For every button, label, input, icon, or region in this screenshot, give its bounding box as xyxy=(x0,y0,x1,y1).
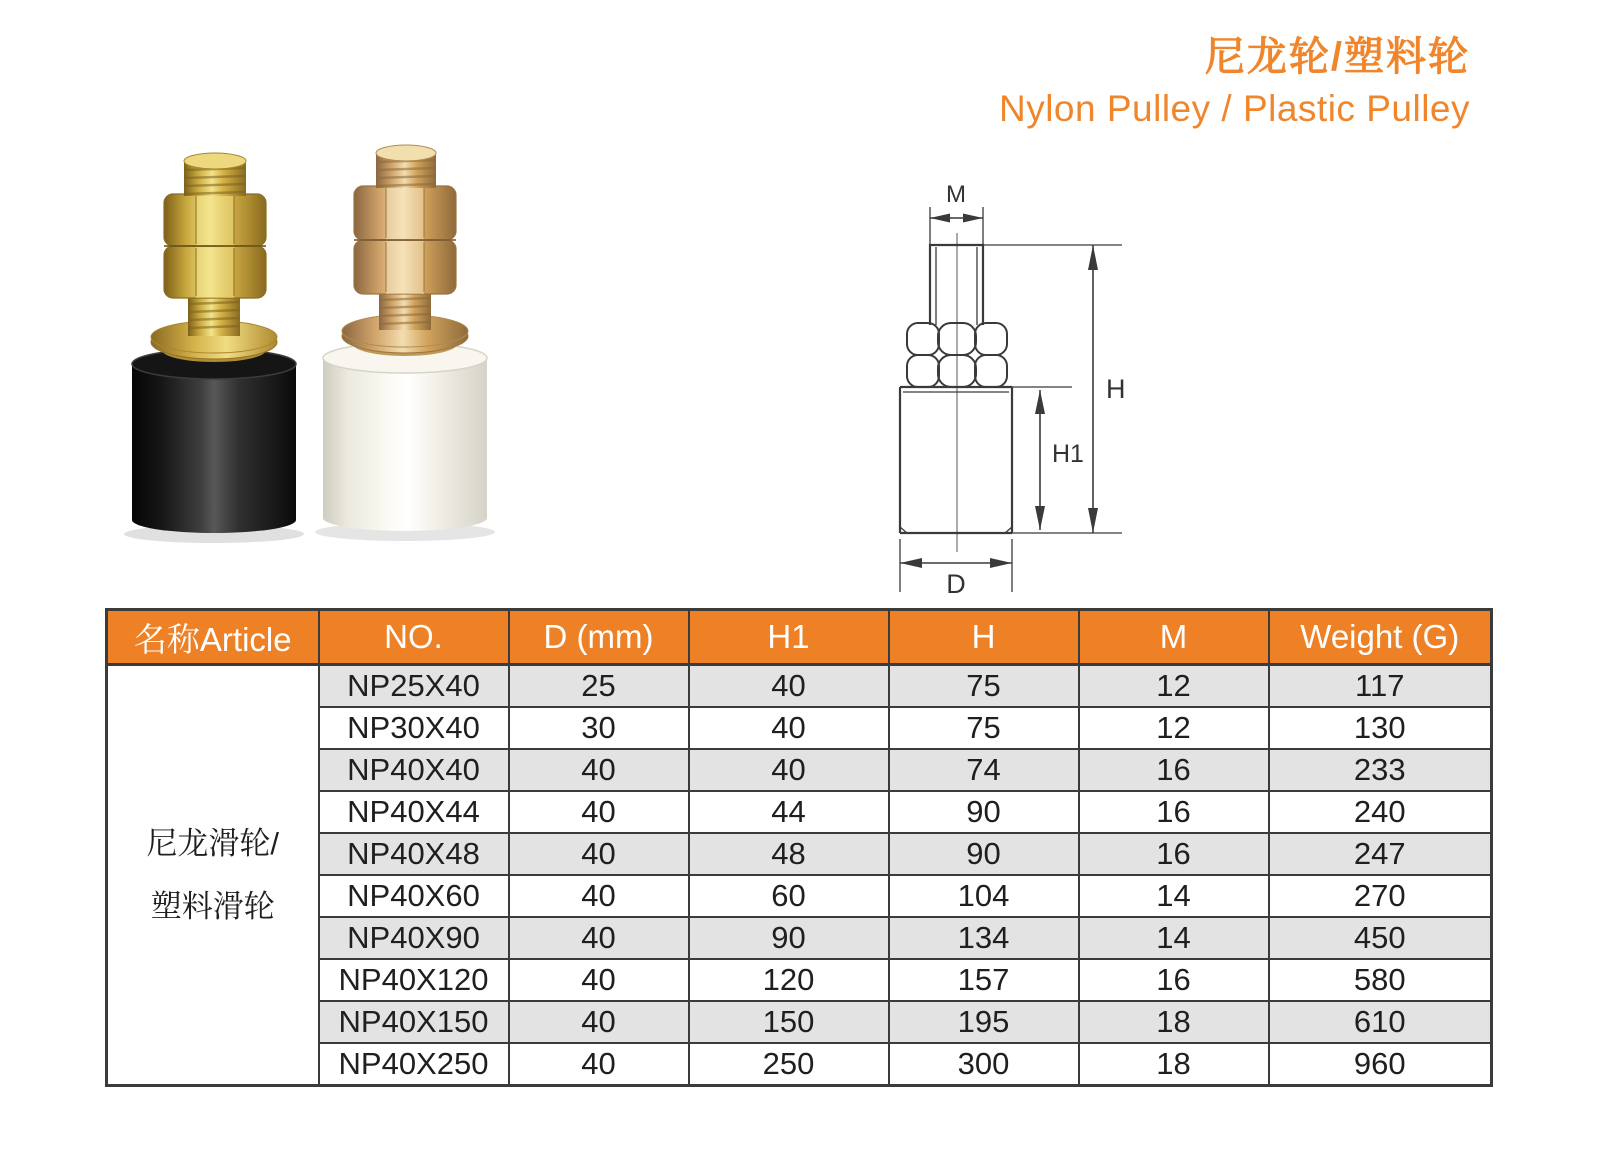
product-photo xyxy=(100,128,520,560)
cell-h1: 40 xyxy=(689,749,889,791)
spec-table-wrap xyxy=(105,608,1493,1087)
cell-d: 40 xyxy=(509,875,689,917)
cell-h1: 150 xyxy=(689,1001,889,1043)
cell-h: 195 xyxy=(889,1001,1079,1043)
cell-m: 12 xyxy=(1079,707,1269,749)
cell-d: 40 xyxy=(509,833,689,875)
col-header-d: D (mm) xyxy=(509,610,689,665)
col-header-h1: H1 xyxy=(689,610,889,665)
cell-d: 40 xyxy=(509,749,689,791)
cell-m: 18 xyxy=(1079,1043,1269,1086)
spec-table xyxy=(105,608,1493,1087)
dimension-diagram xyxy=(850,150,1150,600)
cell-h: 75 xyxy=(889,707,1079,749)
col-header-article: 名称Article xyxy=(107,610,319,665)
cell-weight: 117 xyxy=(1269,665,1492,708)
page-title-english: Nylon Pulley / Plastic Pulley xyxy=(998,88,1470,129)
article-name-line2: 塑料滑轮 xyxy=(150,889,275,924)
cell-d: 40 xyxy=(509,1043,689,1086)
cell-no: NP40X40 xyxy=(319,749,509,791)
cell-m: 16 xyxy=(1079,833,1269,875)
col-header-weight: Weight (G) xyxy=(1269,610,1492,665)
cell-no: NP40X150 xyxy=(319,1001,509,1043)
cell-d: 40 xyxy=(509,1001,689,1043)
page-title-block xyxy=(999,34,1470,131)
cell-h: 104 xyxy=(889,875,1079,917)
cell-no: NP40X48 xyxy=(319,833,509,875)
cell-h1: 120 xyxy=(689,959,889,1001)
cell-d: 40 xyxy=(509,791,689,833)
cell-no: NP25X40 xyxy=(319,665,509,708)
page-title-chinese: 尼龙轮/塑料轮 xyxy=(1204,35,1470,79)
cell-m: 18 xyxy=(1079,1001,1269,1043)
cell-d: 30 xyxy=(509,707,689,749)
cell-weight: 130 xyxy=(1269,707,1492,749)
header-row xyxy=(107,610,1492,665)
cell-h: 90 xyxy=(889,833,1079,875)
cell-h1: 44 xyxy=(689,791,889,833)
dim-label-m: M xyxy=(946,181,966,208)
cell-h1: 250 xyxy=(689,1043,889,1086)
cell-weight: 233 xyxy=(1269,749,1492,791)
article-name-line1: 尼龙滑轮/ xyxy=(146,825,280,861)
cell-weight: 960 xyxy=(1269,1043,1492,1086)
cell-no: NP40X44 xyxy=(319,791,509,833)
cell-h1: 60 xyxy=(689,875,889,917)
cell-no: NP40X90 xyxy=(319,917,509,959)
cell-h: 157 xyxy=(889,959,1079,1001)
cell-weight: 270 xyxy=(1269,875,1492,917)
cell-weight: 240 xyxy=(1269,791,1492,833)
cell-d: 40 xyxy=(509,959,689,1001)
cell-h: 74 xyxy=(889,749,1079,791)
black-pulley xyxy=(124,153,304,543)
col-header-m: M xyxy=(1079,610,1269,665)
table-row xyxy=(107,665,1492,708)
cell-h1: 40 xyxy=(689,665,889,708)
col-header-h: H xyxy=(889,610,1079,665)
cell-m: 16 xyxy=(1079,959,1269,1001)
cell-d: 40 xyxy=(509,917,689,959)
cell-weight: 610 xyxy=(1269,1001,1492,1043)
cell-m: 12 xyxy=(1079,665,1269,708)
cell-weight: 247 xyxy=(1269,833,1492,875)
col-header-no: NO. xyxy=(319,610,509,665)
cell-no: NP40X250 xyxy=(319,1043,509,1086)
cell-h: 90 xyxy=(889,791,1079,833)
cell-h: 300 xyxy=(889,1043,1079,1086)
cell-h1: 90 xyxy=(689,917,889,959)
article-name-cell xyxy=(107,665,319,1086)
cell-m: 16 xyxy=(1079,749,1269,791)
cell-weight: 450 xyxy=(1269,917,1492,959)
cell-h1: 48 xyxy=(689,833,889,875)
cell-d: 25 xyxy=(509,665,689,708)
cell-no: NP30X40 xyxy=(319,707,509,749)
dim-label-h1: H1 xyxy=(1052,440,1084,468)
cell-m: 14 xyxy=(1079,875,1269,917)
cell-m: 14 xyxy=(1079,917,1269,959)
cell-h1: 40 xyxy=(689,707,889,749)
cell-no: NP40X120 xyxy=(319,959,509,1001)
cell-weight: 580 xyxy=(1269,959,1492,1001)
cell-m: 16 xyxy=(1079,791,1269,833)
dim-label-h: H xyxy=(1106,374,1126,404)
cell-no: NP40X60 xyxy=(319,875,509,917)
white-pulley xyxy=(315,145,495,541)
cell-h: 75 xyxy=(889,665,1079,708)
dim-label-d: D xyxy=(946,569,966,599)
cell-h: 134 xyxy=(889,917,1079,959)
